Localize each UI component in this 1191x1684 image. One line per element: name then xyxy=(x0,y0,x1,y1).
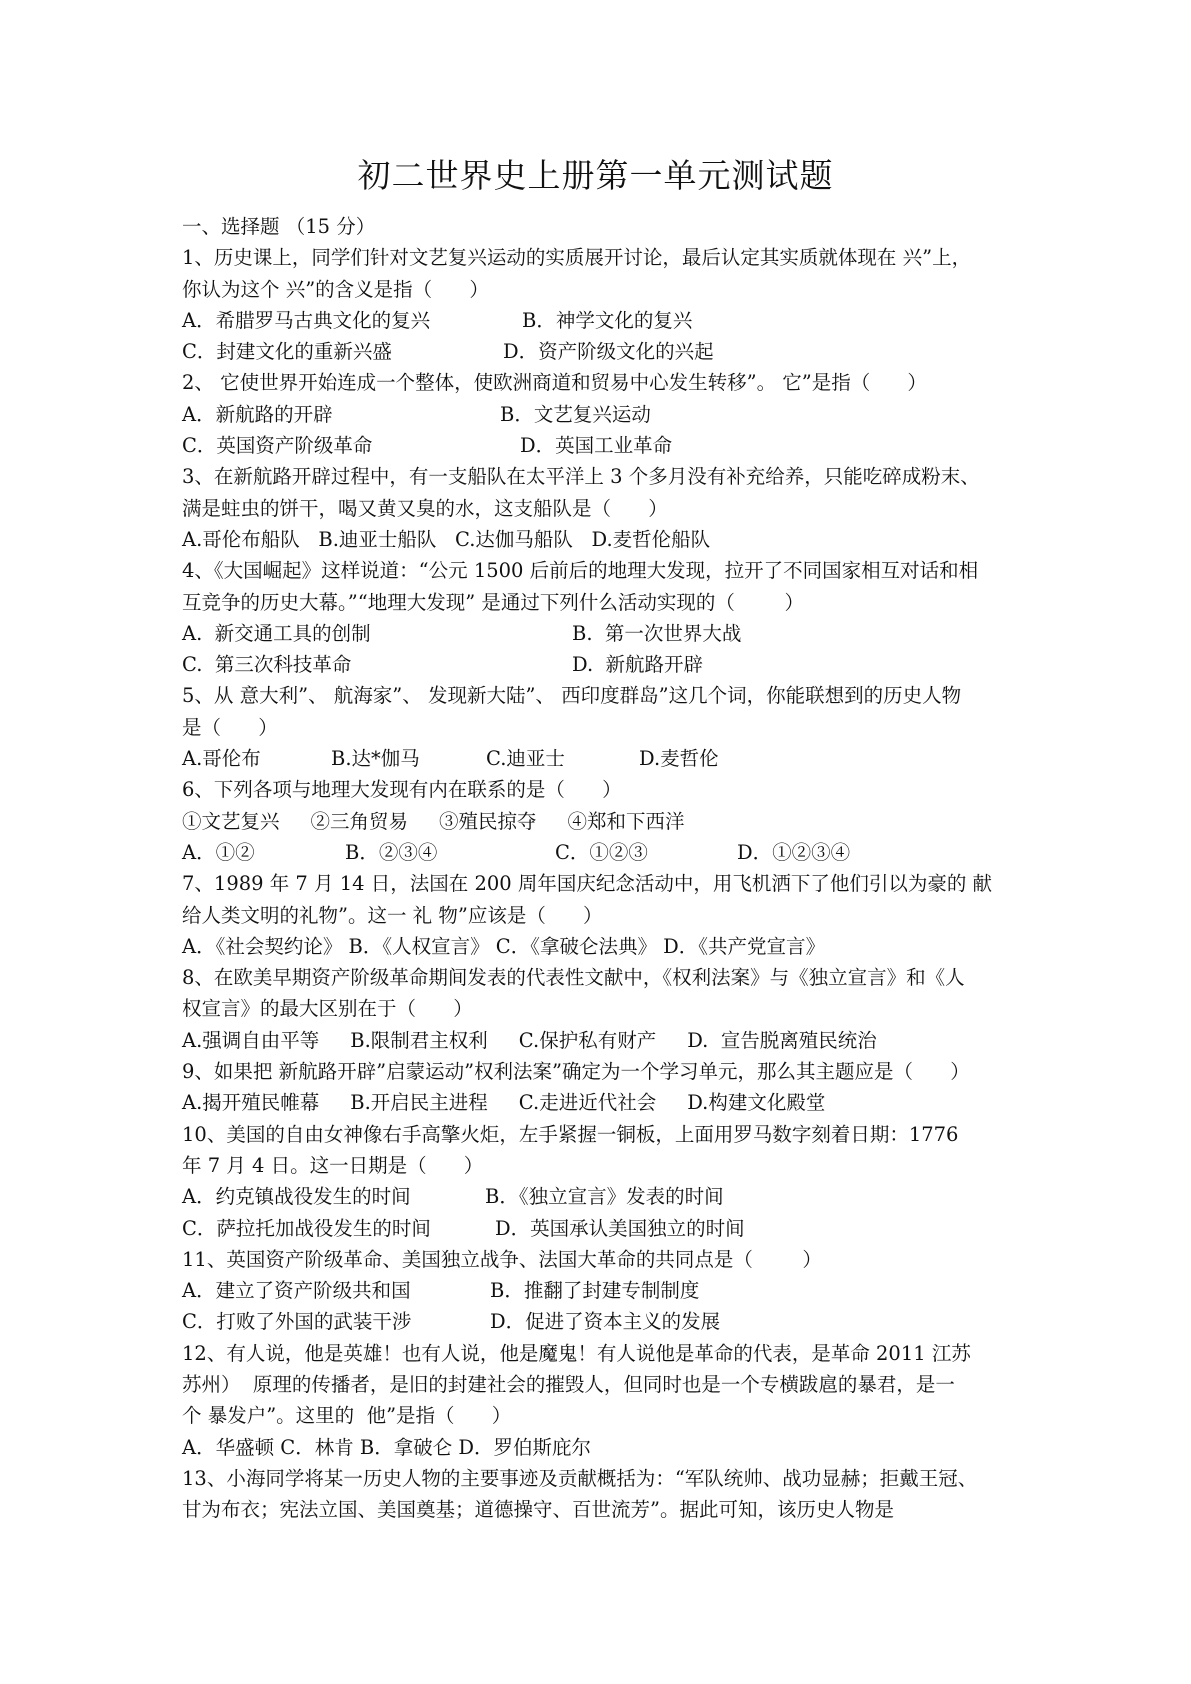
option-a: A．希腊罗马古典文化的复兴 xyxy=(182,308,431,332)
option-a: A．建立了资产阶级共和国 xyxy=(182,1279,411,1303)
question-8-stem: 权宣言》的最大区别在于（ ） xyxy=(182,997,473,1021)
question-2-stem: 2、 它使世界开始连成一个整体，使欧洲商道和贸易中心发生转移”。 它”是指（ ） xyxy=(182,371,927,395)
question-1-options xyxy=(182,305,1042,336)
option-c: C．萨拉托加战役发生的时间 xyxy=(182,1216,431,1240)
option-d: D．英国工业革命 xyxy=(520,434,673,458)
option-b: B．神学文化的复兴 xyxy=(522,308,693,332)
question-4-stem: 4、《大国崛起》这样说道：“公元 1500 后前后的地理大发现，拉开了不同国家相互对话和相 xyxy=(182,559,979,583)
section-heading: 一、选择题 （15 分） xyxy=(182,215,376,238)
option-d: D.麦哲伦 xyxy=(639,747,719,771)
option-c: C. 第三次科技革命 xyxy=(182,653,352,677)
option-a: A．①② xyxy=(182,840,255,864)
option-b: B．文艺复兴运动 xyxy=(500,402,651,426)
question-10-options xyxy=(182,1213,1042,1244)
question-1-stem: 1、历史课上，同学们针对文艺复兴运动的实质展开讨论，最后认定其实质就体现在 兴”上， xyxy=(182,246,972,270)
question-2-options xyxy=(182,430,1042,461)
question-3-options: A.哥伦布船队 B.迪亚士船队 C.达伽马船队 D.麦哲伦船队 xyxy=(182,527,711,551)
option-b: B.达*伽马 xyxy=(331,747,420,771)
question-12-stem: 个 暴发户”。这里的 他”是指（ ） xyxy=(182,1404,512,1428)
page-title: 初二世界史上册第一单元测试题 xyxy=(357,156,834,195)
question-1-options xyxy=(182,336,1042,367)
question-10-options xyxy=(182,1181,1042,1212)
question-list xyxy=(182,211,1042,1525)
question-4-stem: 互竞争的历史大幕。”“地理大发现” 是通过下列什么活动实现的（ ） xyxy=(182,590,804,614)
question-5-stem: 5、从 意大利”、 航海家”、 发现新大陆”、 西印度群岛”这几个词，你能联想到的历史人物 xyxy=(182,684,962,708)
question-6-stem: 6、下列各项与地理大发现有内在联系的是（ ） xyxy=(182,778,622,802)
question-9-stem: 9、如果把 新航路开辟”启蒙运动”权利法案”确定为一个学习单元，那么其主题应是（ ） xyxy=(182,1060,970,1084)
option-c: C．封建文化的重新兴盛 xyxy=(182,340,392,364)
question-8-stem: 8、在欧美早期资产阶级革命期间发表的代表性文献中，《权利法案》与《独立宣言》和《人 xyxy=(182,966,965,990)
question-3-stem: 3、在新航路开辟过程中，有一支船队在太平洋上 3 个多月没有补充给养，只能吃碎成粉末、 xyxy=(182,465,980,489)
option-b: B．《独立宣言》发表的时间 xyxy=(485,1185,724,1209)
option-a: A.哥伦布 xyxy=(182,747,261,771)
option-d: D．资产阶级文化的兴起 xyxy=(503,340,714,364)
option-d: D．①②③④ xyxy=(737,840,851,864)
option-c: C．打败了外国的武装干涉 xyxy=(182,1310,412,1334)
option-d: D．英国承认美国独立的时间 xyxy=(495,1216,745,1240)
question-2-options xyxy=(182,399,1042,430)
question-6-items: ①文艺复兴 ②三角贸易 ③殖民掠夺 ④郑和下西洋 xyxy=(182,809,685,833)
question-13-stem: 甘为布衣；宪法立国、美国奠基；道德操守、百世流芳”。据此可知，该历史人物是 xyxy=(182,1498,894,1522)
question-10-stem: 10、美国的自由女神像右手高擎火炬，左手紧握一铜板，上面用罗马数字刻着日期：1776 xyxy=(182,1122,959,1146)
question-11-options xyxy=(182,1306,1042,1337)
question-12-stem: 苏州） 原理的传播者，是旧的封建社会的摧毁人，但同时也是一个专横跋扈的暴君，是一 xyxy=(182,1372,955,1396)
option-c: C．①②③ xyxy=(555,840,648,864)
option-b: B. 第一次世界大战 xyxy=(572,621,742,645)
question-4-options xyxy=(182,649,1042,680)
question-9-options: A.揭开殖民帷幕 B.开启民主进程 C.走进近代社会 D.构建文化殿堂 xyxy=(182,1091,826,1115)
option-b: B．推翻了封建专制制度 xyxy=(490,1279,700,1303)
question-12-options: A．华盛顿 C．林肯 B．拿破仑 D．罗伯斯庇尔 xyxy=(182,1435,592,1459)
question-7-stem: 给人类文明的礼物”。这一 礼 物”应该是（ ） xyxy=(182,903,603,927)
question-11-stem: 11、英国资产阶级革命、美国独立战争、法国大革命的共同点是（ ） xyxy=(182,1247,822,1271)
question-6-options xyxy=(182,837,1042,868)
question-5-options xyxy=(182,743,1042,774)
question-11-options xyxy=(182,1275,1042,1306)
question-4-options xyxy=(182,618,1042,649)
option-a: A．新航路的开辟 xyxy=(182,402,333,426)
question-8-options: A.强调自由平等 B.限制君主权利 C.保护私有财产 D. 宣告脱离殖民统治 xyxy=(182,1028,877,1052)
option-b: B．②③④ xyxy=(345,840,438,864)
option-d: D. 新航路开辟 xyxy=(572,653,704,677)
option-c: C.迪亚士 xyxy=(486,747,565,771)
option-c: C．英国资产阶级革命 xyxy=(182,434,373,458)
question-1-stem: 你认为这个 兴”的含义是指（ ） xyxy=(182,277,489,301)
option-a: A．约克镇战役发生的时间 xyxy=(182,1185,411,1209)
question-13-stem: 13、小海同学将某一历史人物的主要事迹及贡献概括为：“军队统帅、战功显赫；拒戴王冠、 xyxy=(182,1466,978,1490)
option-a: A. 新交通工具的创制 xyxy=(182,621,371,645)
question-10-stem: 年 7 月 4 日。这一日期是（ ） xyxy=(182,1153,484,1177)
question-12-stem: 12、有人说，他是英雄！也有人说，他是魔鬼！有人说他是革命的代表，是革命 2011 江苏 xyxy=(182,1341,971,1365)
question-3-stem: 满是蛀虫的饼干，喝又黄又臭的水，这支船队是（ ） xyxy=(182,496,668,520)
question-5-stem: 是（ ） xyxy=(182,715,278,739)
option-d: D．促进了资本主义的发展 xyxy=(490,1310,721,1334)
question-7-options: A．《社会契约论》 B．《人权宣言》 C．《拿破仑法典》 D．《共产党宣言》 xyxy=(182,934,826,958)
question-7-stem: 7、1989 年 7 月 14 日，法国在 200 周年国庆纪念活动中，用飞机洒下了他们引以为豪的 献 xyxy=(182,872,993,896)
